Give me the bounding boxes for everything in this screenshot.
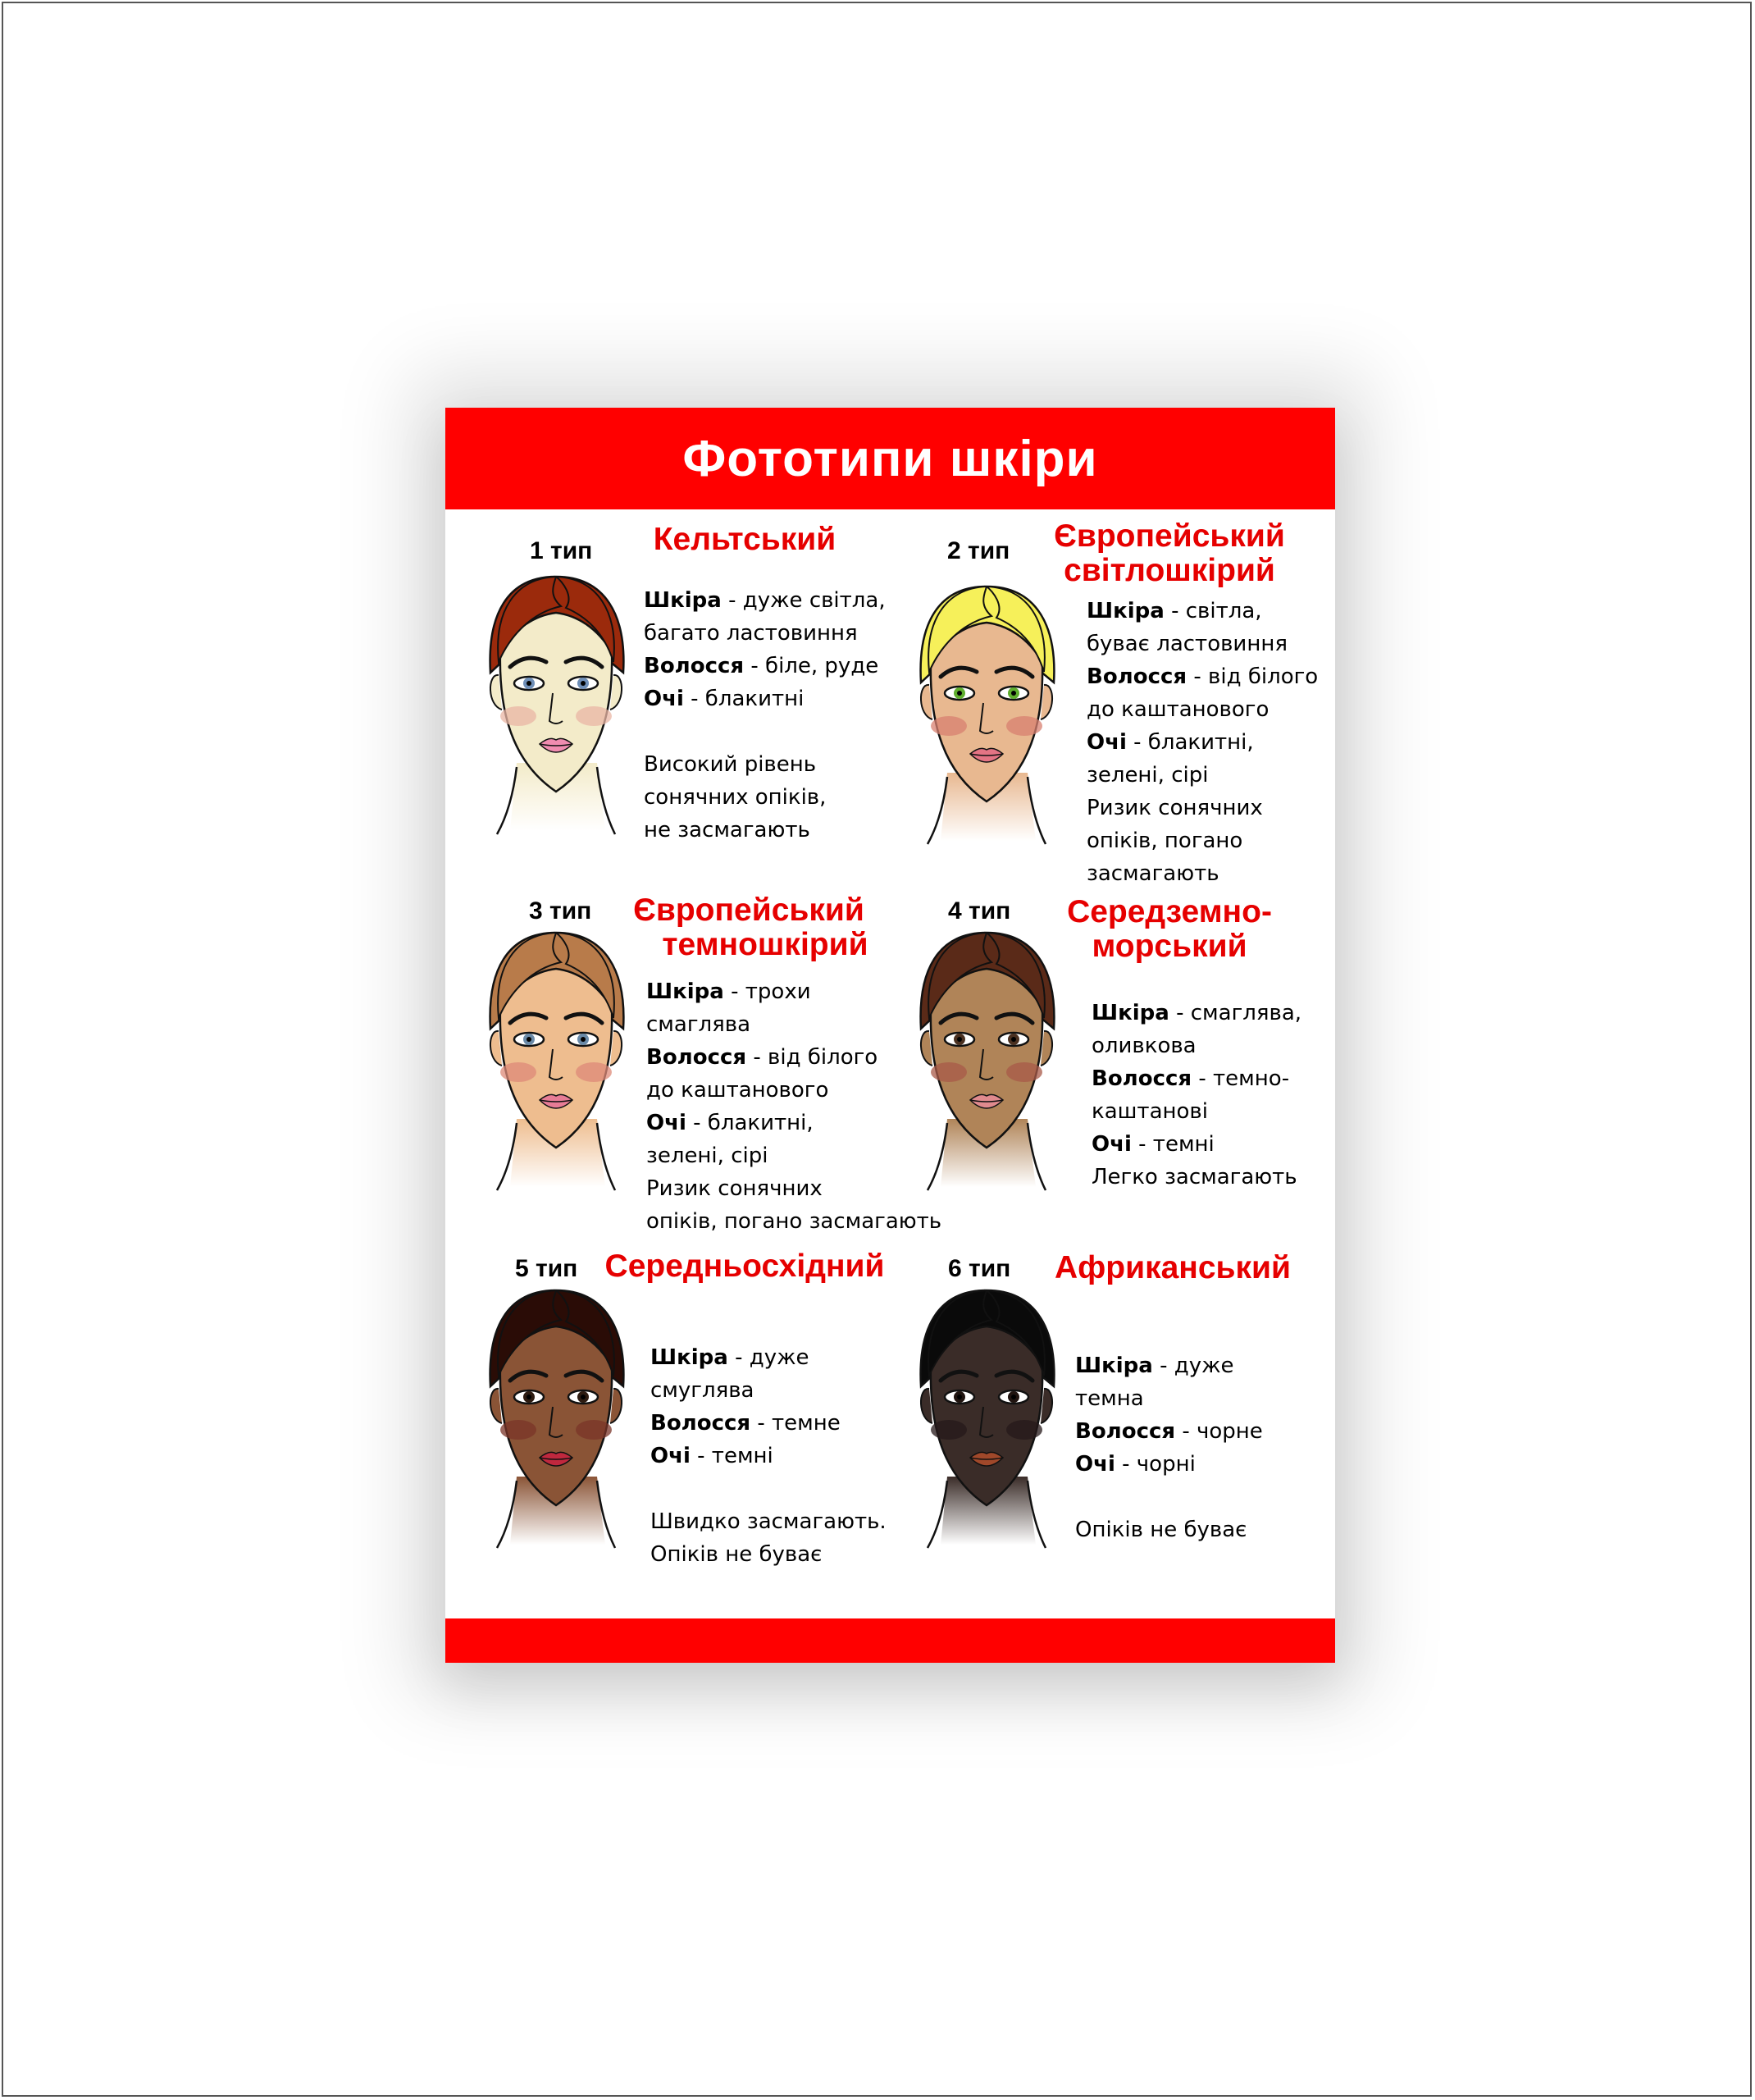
type-name: Європейський темношкірий (633, 892, 868, 962)
pupil-left (526, 681, 531, 686)
face-illustration (905, 580, 1069, 851)
blush-left (931, 1420, 967, 1440)
header-bar (445, 408, 1335, 509)
blush-left (500, 706, 536, 726)
poster (445, 408, 1335, 1663)
type-name: Середземно- морський (1067, 894, 1272, 964)
pupil-left (957, 691, 962, 696)
footer-bar (445, 1618, 1335, 1663)
type-name: Європейський світлошкірий (1054, 518, 1285, 588)
face-illustration (474, 926, 638, 1197)
type-name: Середньосхідний (604, 1249, 885, 1284)
description: Шкіра - світла, буває ластовиння Волосся - від білого до каштанового Очі - блакитні, зелені, сірі Ризик сонячних опіків, погано засмагають (1087, 599, 1319, 886)
pupil-left (957, 1037, 962, 1042)
blush-left (931, 1062, 967, 1082)
pupil-right (581, 1037, 586, 1042)
type-number: 1 тип (530, 537, 593, 564)
pupil-right (1011, 691, 1016, 696)
blush-left (500, 1420, 536, 1440)
pupil-right (1011, 1395, 1016, 1399)
type-number: 5 тип (515, 1255, 578, 1282)
face-illustration (474, 1284, 638, 1554)
type-name: Кельтський (653, 522, 836, 557)
pupil-left (526, 1395, 531, 1399)
description: Шкіра - дуже темна Волосся - чорне Очі - чорні Опіків не буває (1075, 1354, 1263, 1542)
blush-left (500, 1062, 536, 1082)
blush-right (1006, 716, 1042, 736)
blush-right (576, 706, 612, 726)
face-illustration (905, 1284, 1069, 1554)
type-name: Африканський (1055, 1250, 1291, 1285)
description: Шкіра - смаглява, оливкова Волосся - темно- каштанові Очі - темні Легко засмагають (1092, 1001, 1302, 1189)
pupil-left (526, 1037, 531, 1042)
blush-right (576, 1062, 612, 1082)
type-number: 2 тип (947, 537, 1010, 564)
description: Шкіра - дуже смуглява Волосся - темне Очі - темні Швидко засмагають. Опіків не буває (650, 1345, 887, 1567)
description: Шкіра - трохи смаглява Волосся - від білого до каштанового Очі - блакитні, зелені, сірі Ризик сонячних опіків, погано засмагають (646, 979, 942, 1234)
type-number: 4 тип (948, 897, 1011, 924)
blush-right (576, 1420, 612, 1440)
blush-right (1006, 1420, 1042, 1440)
type-number: 3 тип (529, 897, 592, 924)
pupil-right (1011, 1037, 1016, 1042)
face-illustration (474, 570, 638, 841)
face-illustration (905, 926, 1069, 1197)
pupil-left (957, 1395, 962, 1399)
description: Шкіра - дуже світла, багато ластовиння Волосся - біле, руде Очі - блакитні Високий рівень сонячних опіків, не засмагають (644, 588, 886, 842)
pupil-right (581, 1395, 586, 1399)
blush-left (931, 716, 967, 736)
blush-right (1006, 1062, 1042, 1082)
type-number: 6 тип (948, 1255, 1011, 1282)
page-title: Фототипи шкіри (682, 430, 1098, 487)
pupil-right (581, 681, 586, 686)
